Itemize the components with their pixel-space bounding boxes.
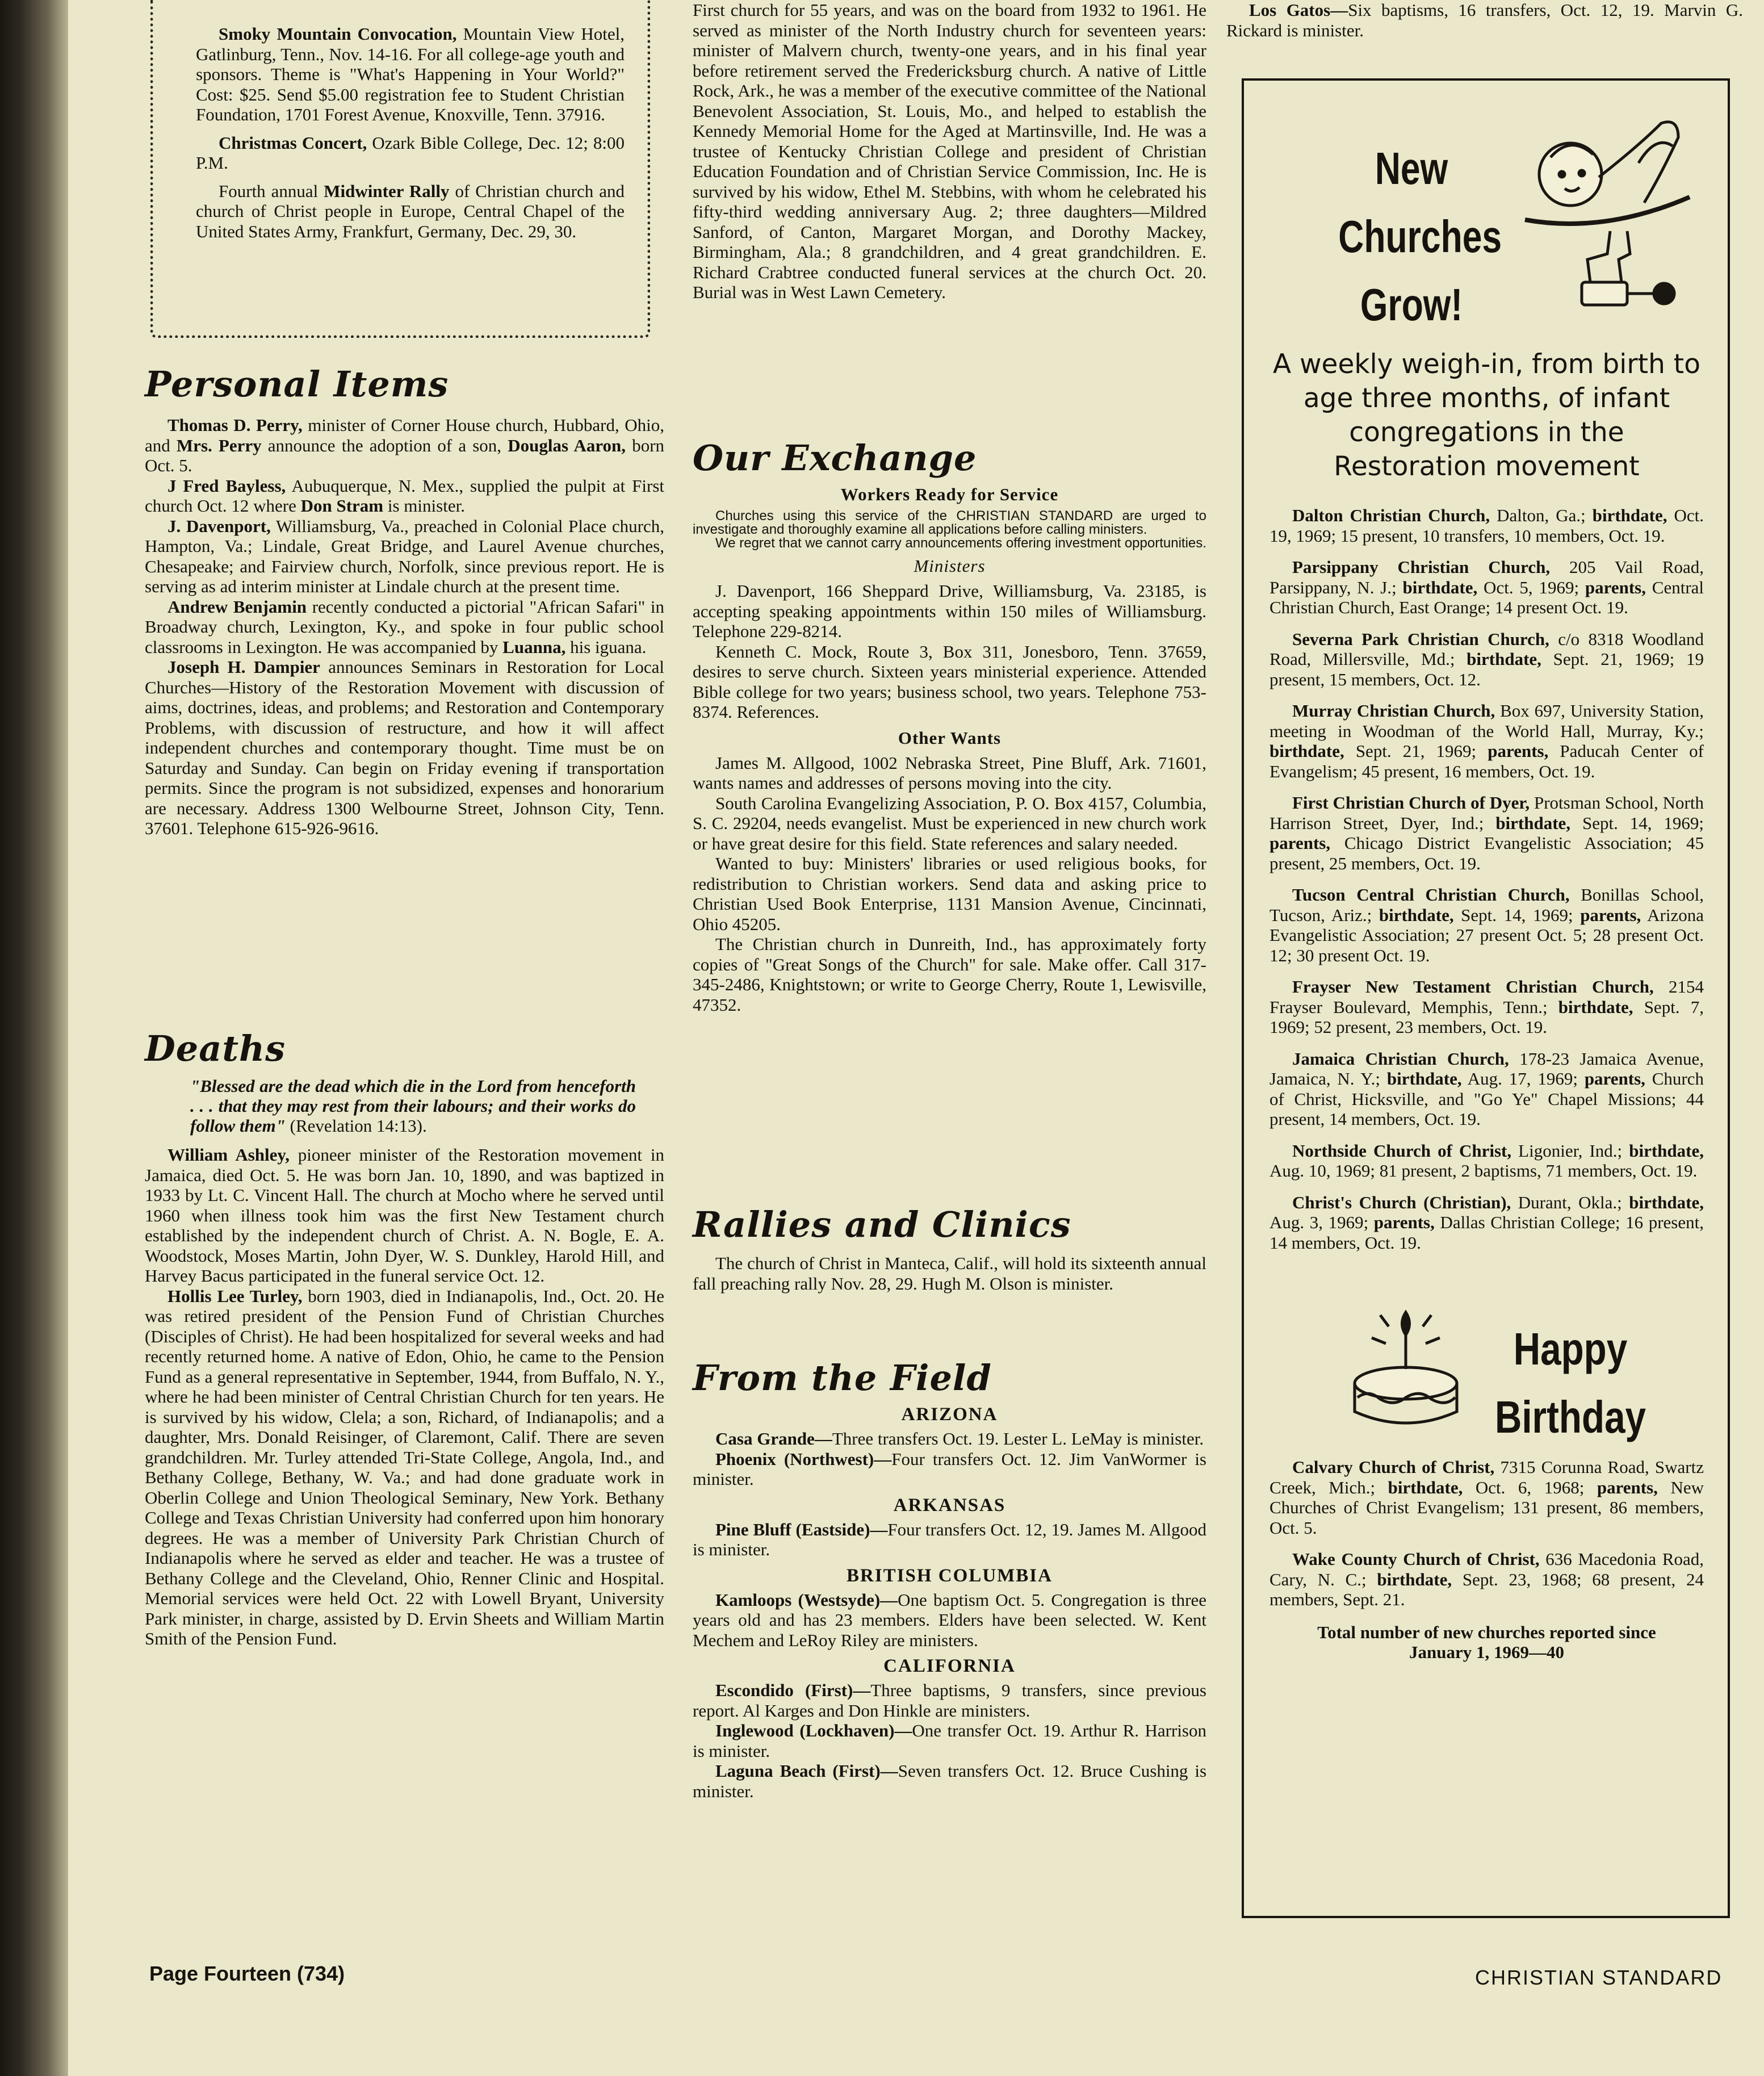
total-new-churches: Total number of new churches reported since January 1, 1969—40 [1317,1622,1656,1662]
birthday-entry [1269,1457,1704,1538]
item-text: 636 Macedonia Road, Cary, N. C.; [1269,1549,1704,1589]
want-listing: Wanted to buy: Ministers' libraries or used religious books, for redistribution to Christian workers. Send data and asking price to Christian Used Book Enterprise, 1131 Mansion Avenue, Cincinnati, Ohio 45205. [693,853,1206,934]
report-text: Six baptisms, 16 transfers, Oct. 12, 19. Marvin G. Rickard is minister. [1226,0,1744,40]
bold-name: birthdate, [1629,1192,1704,1212]
bold-name: Kamloops (Westsyde)— [715,1589,898,1610]
bold-name: Thomas D. Perry, [167,415,303,435]
new-churches-box [1242,78,1730,1918]
item-text: Oct. 6, 1968; [1463,1477,1597,1497]
new-church-entry [1269,1141,1704,1181]
bold-name: Luanna, [502,637,566,657]
personal-item [145,657,664,839]
subheading-other-wants: Other Wants [898,727,1002,748]
field-report [693,1721,1206,1761]
bold-name: Joseph H. Dampier [167,657,320,677]
item-text: Church of Christ, Hicksville, and "Go Ye" Chapel Missions; 44 present, 14 members, Oct. 19. [1269,1069,1704,1129]
item-text: minister of Corner House church, Hubbard, Ohio, and [145,415,664,455]
state-heading: BRITISH COLUMBIA [847,1565,1053,1586]
personal-item [145,476,664,516]
bold-name: Hollis Lee Turley, [167,1286,303,1306]
item-text: One baptism Oct. 5. Congregation is three years old and has 23 members. Elders have been selected. W. Kent Mechem and LeRoy Riley are ministers. [693,1589,1206,1650]
item-text: born 1903, died in Indianapolis, Ind., Oct. 20. He was retired president of the Pension Fund of Christian Churches (Disciples of Christ). He had been hospitalized for several weeks and had recently returned home. A native of Edon, Ohio, he came to the Pension Fund as a general representative in September, 1944, from Buffalo, N. Y., where he had been minister of Central Christian Church for ten years. He is survived by his widow, Clela; a son, Richard, of Indianapolis; and a daughter, Mrs. Donald Reisinger, of Claremont, Calif. There are seven grandchildren. Mr. Turley attended Tri-State College, Angola, Ind., and Bethany College, Bethany, W. Va.; and had done graduate work in Oberlin College and Union Theological Seminary, New York. Bethany College and Texas Christian University had conferred upon him honorary degrees. He was a member of University Park Christian Church of Indianapolis where he served as elder and teacher. He was a trustee of Bethany College and the Cleveland, Ohio, Renner Clinic and Hospital. Memorial services were held Oct. 22 with Lowell Bryant, University Park minister, in charge, assisted by D. Ervin Sheets and William Martin Smith of the Pension Fund. [145,1286,664,1648]
exchange-section [693,437,1206,1015]
birthday-line: Birthday [1494,1392,1646,1442]
subheading-ministers: Ministers [914,556,986,576]
item-text: Aug. 17, 1969; [1461,1069,1585,1089]
field-report [693,1429,1206,1449]
item-text: Dalton, Ga.; [1490,505,1593,525]
ministers-list [693,581,1206,722]
new-church-entry [1269,885,1704,965]
section-heading-exchange: Our Exchange [693,437,977,479]
field-report [693,1761,1206,1801]
bold-name: birthdate, [1592,505,1667,525]
ad-headline [1318,135,1505,339]
new-church-entry [1269,701,1704,781]
item-text: Durant, Okla.; [1511,1192,1629,1212]
item-text: Three transfers Oct. 19. Lester L. LeMay is minister. [832,1429,1204,1449]
headline-line: New [1375,143,1448,194]
item-text: Sept. 7, 1969; 52 present, 23 members, Oct. 19. [1269,997,1704,1037]
item-text: One transfer Oct. 19. Arthur R. Harrison is minister. [693,1721,1206,1761]
bold-name: Andrew Benjamin [167,596,307,617]
item-text: 178-23 Jamaica Avenue, Jamaica, N. Y.; [1269,1048,1704,1089]
item-text: Aug. 3, 1969; [1269,1212,1374,1232]
item-text: Sept. 14, 1969; [1453,905,1581,925]
bold-name: birthdate, [1386,1069,1462,1089]
event-item [196,24,625,125]
item-text: New Churches of Christ Evangelism; 131 present, 86 members, Oct. 5. [1269,1477,1704,1538]
item-text: c/o 8318 Woodland Road, Millersville, Md.; [1269,629,1704,669]
item-text: Sept. 23, 1968; 68 present, 24 members, Sept. 21. [1269,1569,1704,1609]
quote-reference: (Revelation 14:13). [285,1116,427,1136]
event-title: Midwinter Rally [324,181,450,201]
new-church-entry [1269,793,1704,873]
death-notice [145,1286,664,1649]
item-text: Chicago District Evangelistic Association; 45 present, 25 members, Oct. 19. [1269,833,1704,873]
page-number: Page Fourteen (734) [149,1962,345,1985]
death-notice [145,1145,664,1286]
section-heading-rallies: Rallies and Clinics [693,1204,1071,1245]
bold-name: Phoenix (Northwest)— [715,1449,892,1469]
personal-item [145,597,664,658]
field-report-list [693,1404,1206,1801]
bold-name: parents, [1269,833,1331,853]
bold-name: birthdate, [1558,997,1633,1017]
item-text: is minister. [383,496,465,516]
subheading-workers: Workers Ready for Service [840,484,1059,504]
section-heading-deaths: Deaths [145,1028,286,1069]
bold-name: Casa Grande— [715,1429,832,1449]
baby-on-scale-illustration [1508,112,1701,311]
bold-name: parents, [1580,905,1641,925]
bold-name: parents, [1597,1477,1658,1497]
item-text: Protsman School, North Harrison Street, Dyer, Ind.; [1269,793,1704,833]
event-title: Christmas Concert, [219,132,367,153]
item-text: Box 697, University Station, meeting in Woodman of the World Hall, Murray, Ky.; [1269,701,1704,741]
personal-items-section [145,363,664,839]
ad-header [1269,81,1704,348]
personal-item [145,516,664,597]
item-text: Sept. 21, 1969; 19 present, 15 members, Oct. 12. [1269,649,1704,689]
item-text: announces Seminars in Restoration for Local Churches—History of the Restoration Movement with discussion of aims, doctrines, ideas, and problems; and Restoration and Contemporary Problems, with discussion of restructure, and how it will affect independent churches and contemporary thought. Time must be on Saturday and Sunday. Can begin on Friday evening if transportation permits. Since the program is not subsidized, expenses and honorarium are necessary. Address 1300 Welbourne Street, Johnson City, Tenn. 37601. Telephone 615-926-9616. [145,657,665,838]
item-text: Aubuquerque, N. Mex., supplied the pulpit at First church Oct. 12 where [145,475,665,516]
bold-name: Tucson Central Christian Church, [1292,885,1570,905]
bold-name: parents, [1585,577,1646,597]
bold-name: birthdate, [1495,813,1571,833]
bold-name: birthdate, [1388,1477,1463,1497]
item-text: Oct. 5, 1969; [1477,577,1585,597]
state-heading: CALIFORNIA [883,1656,1016,1676]
bold-name: Northside Church of Christ, [1292,1140,1512,1161]
binding-edge [0,0,68,2076]
bold-name: Calvary Church of Christ, [1292,1457,1495,1477]
item-text: his iguana. [565,637,647,657]
event-item [196,133,625,173]
bold-name: Inglewood (Lockhaven)— [715,1721,912,1740]
publication-name: CHRISTIAN STANDARD [1475,1966,1723,1989]
minister-listing: J. Davenport, 166 Sheppard Drive, Williamsburg, Va. 23185, is accepting speaking appointments within 150 miles of Williamsburg. Telephone 229-8214. [693,581,1206,641]
field-report [693,1590,1206,1651]
bold-name: J Fred Bayless, [167,475,286,496]
want-listing: South Carolina Evangelizing Association, P. O. Box 4157, Columbia, S. C. 29204, needs evangelist. Must be experienced in new church work or have great desire for this field. State references and salary needed. [693,793,1206,853]
rallies-section [693,1204,1206,1294]
bold-name: Parsippany Christian Church, [1292,557,1551,577]
bold-name: birthdate, [1629,1140,1704,1161]
obituary-continued: First church for 55 years, and was on the board from 1932 to 1961. He served as minister of the North Industry church for seventeen years: minister of Malvern church, twenty-one years, and in his final year before retirement served the Fredericksburg church. A native of Little Rock, Ark., he was a member of the executive committee of the National Benevolent Association, St. Louis, Mo., and helped to establish the Kennedy Memorial Home for the Aged at Martinsville, Ind. He was a trustee of Kentucky Christian College and president of Christian Education Foundation and of Christian Service Commission, Inc. He is survived by his widow, Ethel M. Stebbins, with whom he celebrated his fifty-third wedding anniversary Aug. 2; three daughters—Mildred Sanford, of Canton, Margaret Morgan, and Dorothy Mackey, Birmingham, Ala.; 8 grandchildren, and 4 great grandchildren. E. Richard Crabtree conducted funeral services at the church Oct. 20. Burial was in West Lawn Cemetery. [693,0,1206,302]
new-church-entry [1269,557,1704,618]
headline-line: Grow! [1360,279,1463,330]
headline-line: Churches [1338,211,1502,262]
bold-name: Mrs. Perry [176,435,262,455]
deaths-section [145,1028,664,1649]
field-report [693,1680,1206,1721]
state-heading: ARIZONA [901,1404,998,1425]
item-text: Sept. 14, 1969; [1570,813,1704,833]
want-listing: James M. Allgood, 1002 Nebraska Street, Pine Bluff, Ark. 71601, wants names and addresses of persons moving into the city. [693,752,1206,793]
bold-name: Dalton Christian Church, [1292,505,1490,525]
bold-name: parents, [1488,741,1549,761]
bold-name: birthdate, [1378,905,1454,925]
new-church-entry [1269,505,1704,546]
bold-name: parents, [1373,1212,1435,1232]
birthday-entries [1269,1457,1704,1610]
notice-text: Churches using this service of the CHRISTIAN STANDARD are urged to investigate and thoroughly examine all applications before calling ministers. [693,508,1206,537]
scripture-quote [190,1076,636,1136]
church-name: Los Gatos— [1249,0,1348,20]
new-church-entry [1269,1192,1704,1253]
event-text: of Christian church and church of Christ people in Europe, Central Chapel of the United States Army, Frankfurt, Germany, Dec. 29, 30. [196,181,625,241]
item-text: Four transfers Oct. 12, 19. James M. Allgood is minister. [693,1519,1206,1559]
bold-name: Pine Bluff (Eastside)— [715,1519,888,1539]
ad-subtitle: A weekly weigh-in, from birth to age three months, of infant congregations in the Restoration movement [1273,349,1700,482]
bold-name: Jamaica Christian Church, [1292,1048,1509,1069]
bold-name: Douglas Aaron, [508,435,626,455]
bold-name: birthdate, [1402,577,1478,597]
item-text: 205 Vail Road, Parsippany, N. J.; [1269,557,1704,597]
item-text: 7315 Corunna Road, Swartz Creek, Mich.; [1269,1457,1704,1497]
new-church-entry [1269,629,1704,690]
other-wants-list [693,753,1206,1015]
event-text: Fourth annual [219,181,324,201]
new-church-entry [1269,1049,1704,1129]
item-text: recently conducted a pictorial "African Safari" in Broadway church, Lexington, Ky., and spoke in four public school classrooms in Lexington. He was accompanied by [145,596,664,657]
quote-text: "Blessed are the dead which die in the Lord from henceforth . . . that they may rest from their labours; and their works do follow them" [190,1076,636,1136]
bold-name: Laguna Beach (First)— [715,1761,898,1781]
want-listing: The Christian church in Dunreith, Ind., has approximately forty copies of "Great Songs of the Church" for sale. Make offer. Call 317-345-2486, Knightstown; or write to George Cherry, Route 1, Lewisville, 47352. [693,934,1206,1015]
item-text: announce the adoption of a son, [261,435,508,455]
item-text: pioneer minister of the Restoration movement in Jamaica, died Oct. 5. He was born Jan. 10, 1890, and was baptized in 1933 by Lt. C. Vincent Hall. The church at Mocho where he served until 1960 when illness took him was the first New Testament church established by the independent church of Christ. A. N. Bogle, E. A. Woodstock, Moses Martin, John Dyer, W. S. Dunkley, Harold Hill, and Harvey Bacus participated in the funeral service Oct. 12. [145,1145,664,1286]
state-heading: ARKANSAS [893,1495,1006,1516]
item-text: Seven transfers Oct. 12. Bruce Cushing is minister. [693,1761,1207,1801]
bold-name: birthdate, [1466,649,1541,669]
item-text: Arizona Evangelistic Association; 27 present Oct. 5; 28 present Oct. 12; 30 present Oct. 19. [1269,905,1704,965]
personal-item [145,415,664,476]
item-text: Four transfers Oct. 12. Jim VanWormer is minister. [693,1449,1206,1489]
event-text: Mountain View Hotel, Gatlinburg, Tenn., Nov. 14-16. For all college-age youth and sponsors. Theme is "What's Happening in Your World?" Cost: $25. Send $5.00 registration fee to Student Christian Foundation, 1701 Forest Avenue, Knoxville, Tenn. 37916. [196,24,625,124]
events-list [196,24,625,241]
field-report-continued [1226,0,1743,40]
bold-name: Wake County Church of Christ, [1292,1549,1540,1569]
birthday-title [1468,1315,1673,1451]
bold-name: Frayser New Testament Christian Church, [1292,977,1654,997]
rally-item: The church of Christ in Manteca, Calif., will hold its sixteenth annual fall preaching rally Nov. 28, 29. Hugh M. Olson is minister. [693,1253,1206,1294]
notice-text: We regret that we cannot carry announcements offering investment opportunities. [715,535,1206,551]
bold-name: Severna Park Christian Church, [1292,629,1549,649]
bold-name: William Ashley, [167,1145,290,1165]
item-text: 2154 Frayser Boulevard, Memphis, Tenn.; [1269,977,1704,1017]
item-text: Williamsburg, Va., preached in Colonial Place church, Hampton, Va.; Lindale, Great Bridge, and Laurel Avenue churches, Chesapeake; and Fairview church, Norfolk, since previous report. He is serving as ad interim minister at Lindale church at the present time. [145,516,664,596]
birthday-cake-icon [1346,1304,1465,1434]
event-item [196,181,625,242]
item-text: Central Christian Church, East Orange; 14 present Oct. 19. [1269,577,1704,617]
section-heading-personal: Personal Items [145,363,449,405]
event-text: Ozark Bible College, Dec. 12; 8:00 P.M. [196,132,625,173]
item-text: born Oct. 5. [145,435,665,475]
bold-name: Escondido (First)— [715,1680,871,1700]
new-church-entries [1269,505,1704,1253]
bold-name: J. Davenport, [167,516,271,536]
birthday-entry [1269,1549,1704,1610]
item-text: Oct. 19, 1969; 15 present, 10 transfers, 10 members, Oct. 19. [1269,505,1704,546]
birthday-line: Happy [1513,1324,1628,1374]
bold-name: birthdate, [1269,741,1344,761]
section-heading-field: From the Field [693,1357,992,1399]
new-churches-content [1269,81,1704,1663]
deaths-list [145,1145,664,1649]
field-section [693,1357,1206,1801]
bold-name: parents, [1584,1069,1645,1089]
bold-name: Christ's Church (Christian), [1292,1192,1511,1212]
birthday-header [1269,1292,1704,1457]
field-report [693,1520,1206,1560]
item-text: Sept. 21, 1969; [1344,741,1488,761]
item-text: Ligonier, Ind.; [1511,1140,1629,1161]
field-report [693,1449,1206,1489]
item-text: Paducah Center of Evangelism; 45 present, 16 members, Oct. 19. [1269,741,1704,781]
new-church-entry [1269,977,1704,1037]
item-text: Three baptisms, 9 transfers, since previous report. Al Karges and Don Hinkle are ministers. [693,1680,1206,1721]
bold-name: Murray Christian Church, [1292,701,1495,721]
event-title: Smoky Mountain Convocation, [219,24,457,44]
item-text: Dallas Christian College; 16 present, 14 members, Oct. 19. [1269,1212,1704,1253]
item-text: Bonillas School, Tucson, Ariz.; [1269,885,1704,925]
personal-items-list [145,415,664,839]
bold-name: birthdate, [1377,1569,1452,1589]
item-text: Aug. 10, 1969; 81 present, 2 baptisms, 71 members, Oct. 19. [1269,1161,1698,1181]
bold-name: Don Stram [300,496,384,516]
minister-listing: Kenneth C. Mock, Route 3, Box 311, Jonesboro, Tenn. 37659, desires to serve church. Sixteen years ministerial experience. Attended Bible college for two years; business school, two years. Telephone 753-8374. References. [693,641,1206,722]
bold-name: First Christian Church of Dyer, [1292,793,1530,813]
